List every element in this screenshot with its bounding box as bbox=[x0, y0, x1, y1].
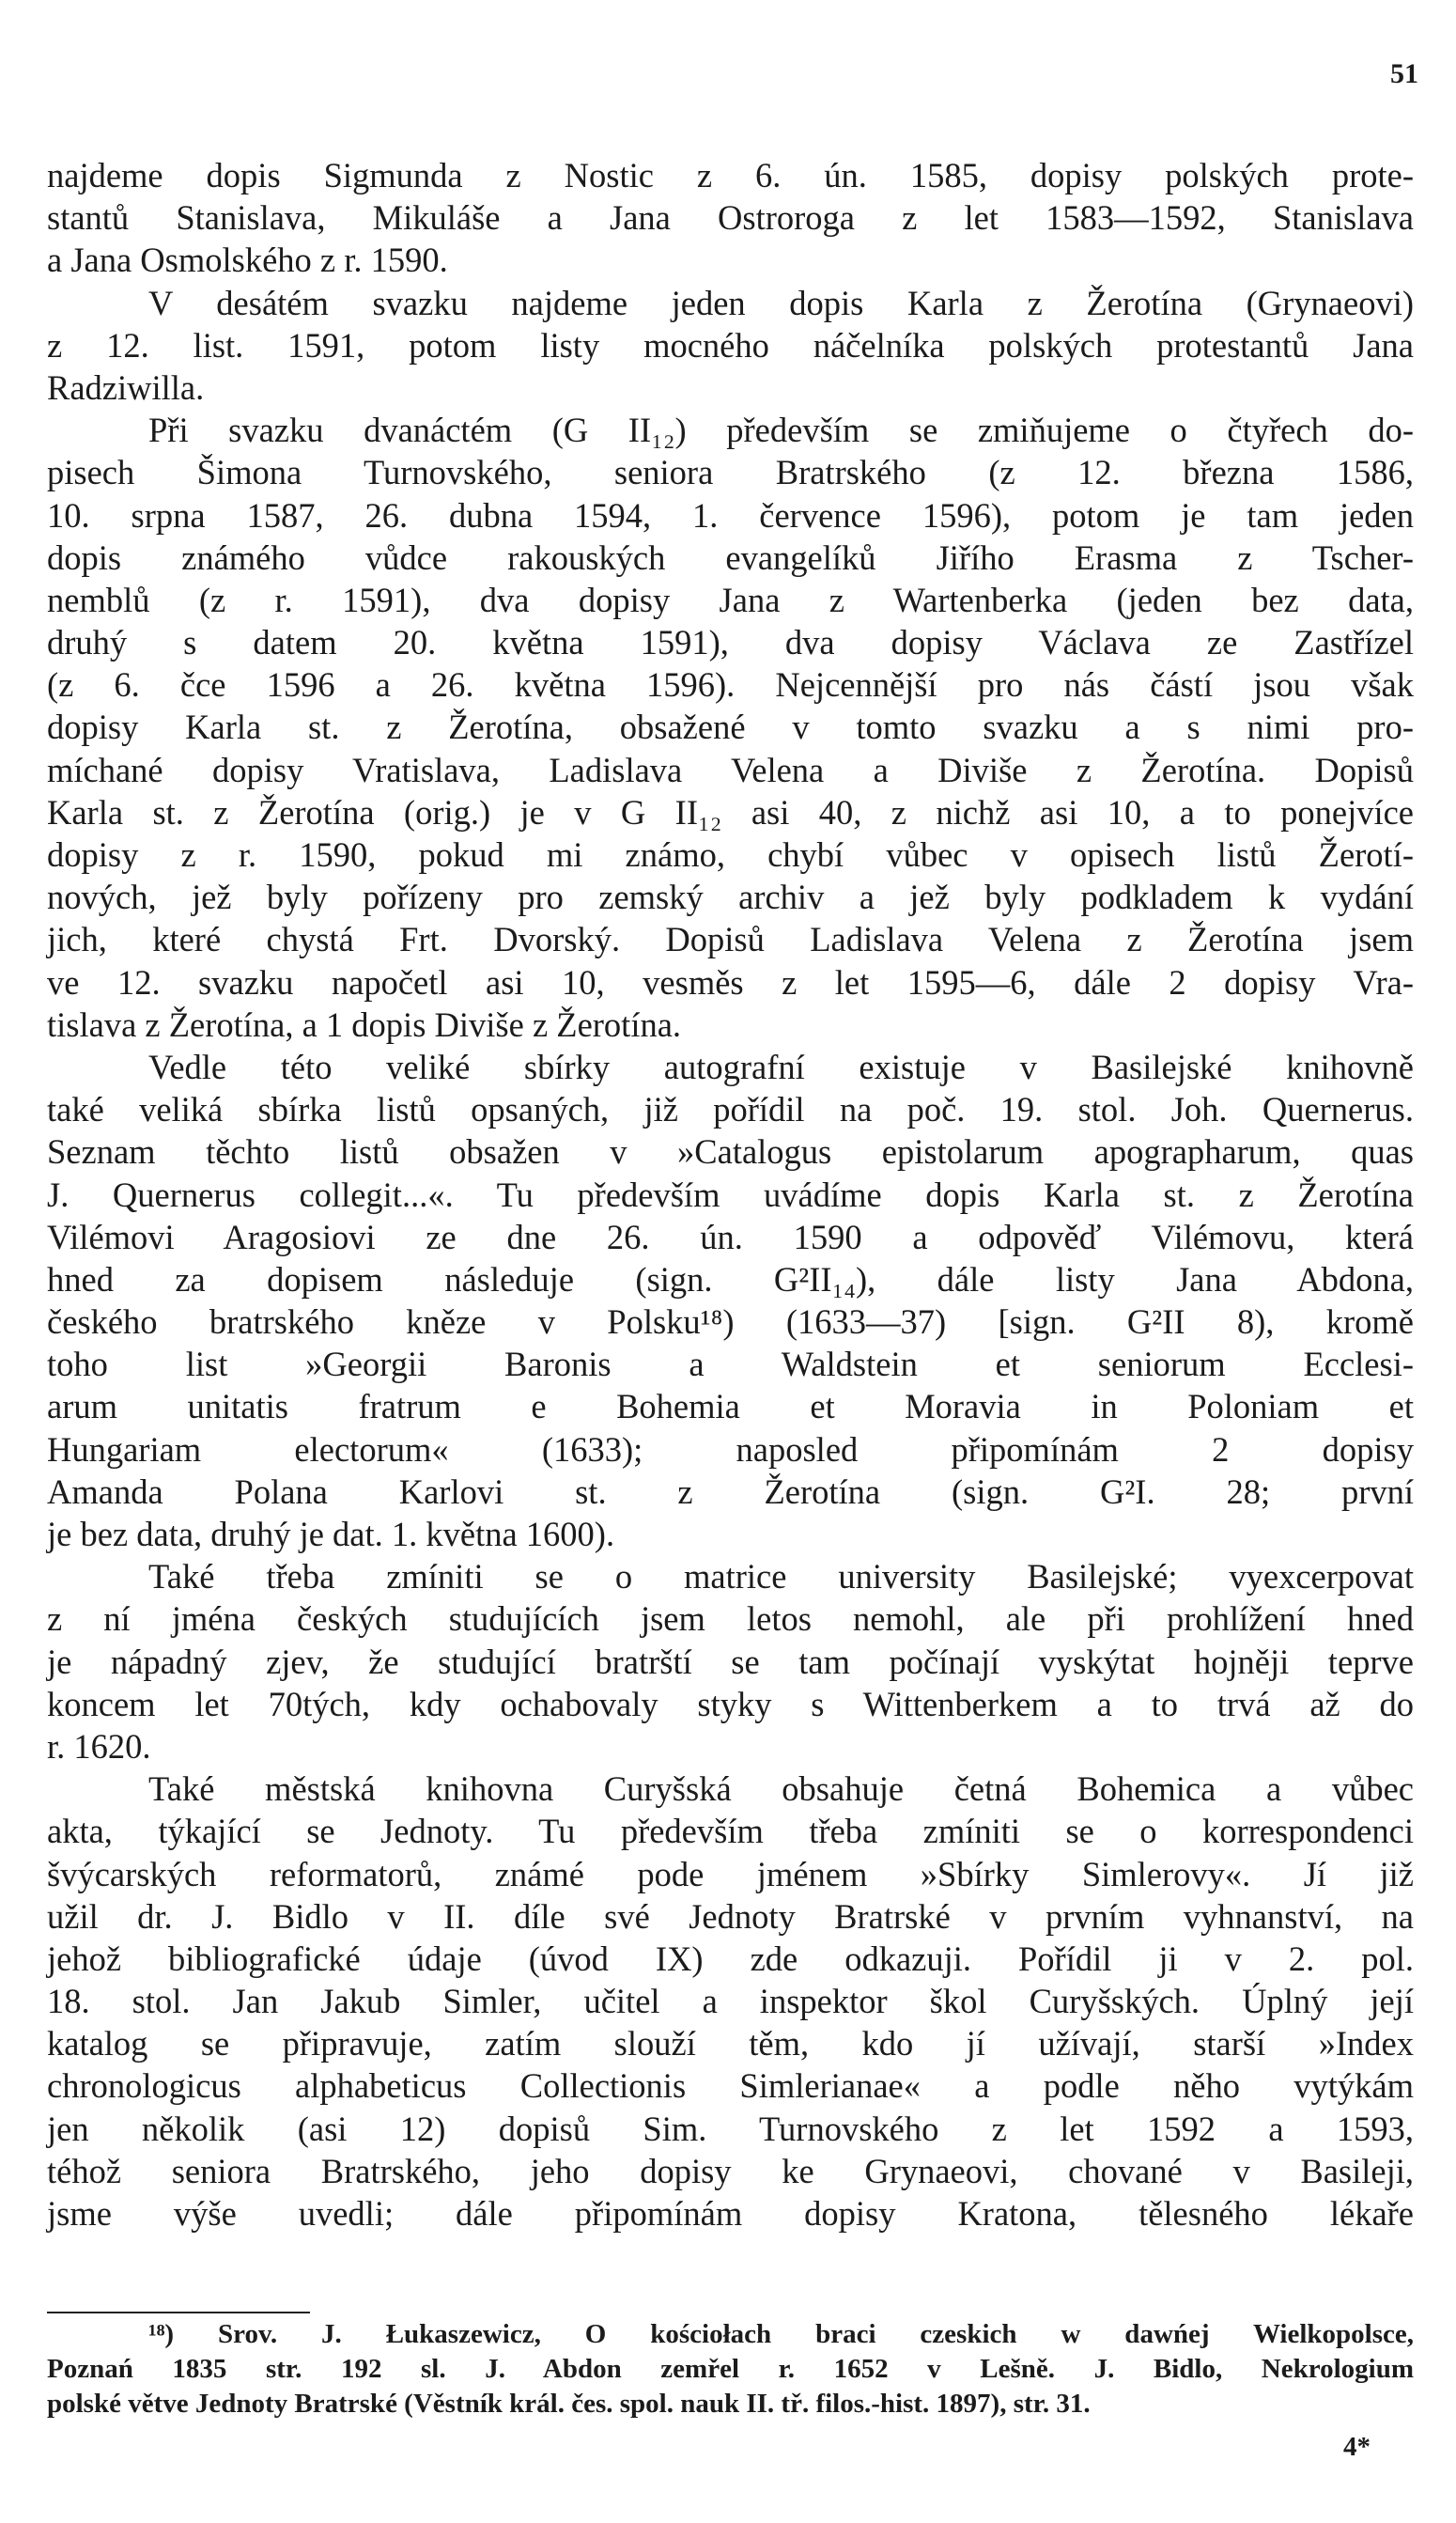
text-line: jehož bibliografické údaje (úvod IX) zde odkazuji. Pořídil ji v 2. pol. bbox=[47, 1939, 1414, 1978]
body-text bbox=[47, 154, 1414, 2235]
text-line: také veliká sbírka listů opsaných, již pořídil na poč. 19. stol. Joh. Quernerus. bbox=[47, 1090, 1414, 1129]
text-line: z 12. list. 1591, potom listy mocného náčelníka polských protestantů Jana bbox=[47, 325, 1414, 365]
text-line: Amanda Polana Karlovi st. z Žerotína (sign. G²I. 28; první bbox=[47, 1472, 1414, 1511]
text-line: katalog se připravuje, zatím slouží těm, kdo jí užívají, starší »Index bbox=[47, 2024, 1414, 2064]
signature-mark: 4* bbox=[1343, 2432, 1371, 2462]
footnote-line: ¹⁸) Srov. J. Łukaszewicz, O kościołach braci czeskich w dawńej Wielkopolsce, bbox=[148, 2319, 1414, 2349]
footnotes bbox=[47, 2317, 1414, 2422]
text-line: 18. stol. Jan Jakub Simler, učitel a inspektor škol Curyšských. Úplný její bbox=[47, 1982, 1414, 2021]
text-line: najdeme dopis Sigmunda z Nostic z 6. ún. 1585, dopisy polských prote- bbox=[47, 156, 1414, 195]
text-line: českého bratrského kněze v Polsku¹⁸) (1633—37) [sign. G²II 8), kromě bbox=[47, 1302, 1414, 1342]
text-line: Karla st. z Žerotína (orig.) je v G II₁₂ asi 40, z nichž asi 10, a to ponejvíce bbox=[47, 792, 1414, 832]
footnote-divider bbox=[47, 2312, 310, 2313]
text-line: Také třeba zmíniti se o matrice university Basilejské; vyexcerpovat bbox=[148, 1557, 1414, 1596]
text-line: Vilémovi Aragosiovi ze dne 26. ún. 1590 a odpověď Vilémovu, která bbox=[47, 1217, 1414, 1256]
text-line: nových, jež byly pořízeny pro zemský archiv a jež byly podkladem k vydání bbox=[47, 878, 1414, 917]
text-line: hned za dopisem následuje (sign. G²II₁₄), dále listy Jana Abdona, bbox=[47, 1259, 1414, 1299]
text-line: arum unitatis fratrum e Bohemia et Moravia in Poloniam et bbox=[47, 1387, 1414, 1426]
text-line: užil dr. J. Bidlo v II. díle své Jednoty Bratrské v prvním vyhnanství, na bbox=[47, 1896, 1414, 1936]
text-line: z ní jména českých studujících jsem letos nemohl, ale při prohlížení hned bbox=[47, 1599, 1414, 1639]
text-line: pisech Šimona Turnovského, seniora Bratrského (z 12. března 1586, bbox=[47, 453, 1414, 492]
text-line: r. 1620. bbox=[47, 1726, 151, 1766]
text-line: Radziwilla. bbox=[47, 367, 205, 407]
text-line: J. Quernerus collegit...«. Tu především uvádíme dopis Karla st. z Žerotína bbox=[47, 1175, 1414, 1214]
text-line: (z 6. čce 1596 a 26. května 1596). Nejcennější pro nás částí jsou však bbox=[47, 665, 1414, 705]
text-line: V desátém svazku najdeme jeden dopis Karla z Žerotína (Grynaeovi) bbox=[148, 283, 1414, 322]
text-line: Vedle této veliké sbírky autografní existuje v Basilejské knihovně bbox=[148, 1047, 1414, 1086]
text-line: Při svazku dvanáctém (G II₁₂) především se zmiňujeme o čtyřech do- bbox=[148, 411, 1414, 450]
text-line: 10. srpna 1587, 26. dubna 1594, 1. července 1596), potom je tam jeden bbox=[47, 495, 1414, 535]
text-line: ve 12. svazku napočetl asi 10, vesměs z let 1595—6, dále 2 dopisy Vra- bbox=[47, 962, 1414, 1002]
footnote-line: polské větve Jednoty Bratrské (Věstník král. čes. spol. nauk II. tř. filos.-hist. 1897), str. 31. bbox=[47, 2389, 1091, 2419]
text-line: dopisy z r. 1590, pokud mi známo, chybí vůbec v opisech listů Žerotí- bbox=[47, 835, 1414, 874]
page-number: 51 bbox=[1390, 58, 1418, 89]
footnote-line: Poznań 1835 str. 192 sl. J. Abdon zemřel r. 1652 v Lešně. J. Bidlo, Nekrologium bbox=[47, 2354, 1414, 2384]
text-line: Také městská knihovna Curyšská obsahuje četná Bohemica a vůbec bbox=[148, 1769, 1414, 1809]
text-line: tislava z Žerotína, a 1 dopis Diviše z Žerotína. bbox=[47, 1005, 682, 1044]
text-line: nemblů (z r. 1591), dva dopisy Jana z Wartenberka (jeden bez data, bbox=[47, 580, 1414, 619]
text-line: dopisy Karla st. z Žerotína, obsažené v tomto svazku a s nimi pro- bbox=[47, 708, 1414, 747]
text-line: jen několik (asi 12) dopisů Sim. Turnovského z let 1592 a 1593, bbox=[47, 2109, 1414, 2148]
text-line: akta, týkající se Jednoty. Tu především třeba zmíniti se o korrespondenci bbox=[47, 1812, 1414, 1851]
text-line: jsme výše uvedli; dále připomínám dopisy Kratona, tělesného lékaře bbox=[47, 2194, 1414, 2233]
text-line: míchané dopisy Vratislava, Ladislava Velena a Diviše z Žerotína. Dopisů bbox=[47, 750, 1414, 789]
text-line: jich, které chystá Frt. Dvorský. Dopisů Ladislava Velena z Žerotína jsem bbox=[47, 920, 1414, 959]
text-line: švýcarských reformatorů, známé pode jménem »Sbírky Simlerovy«. Jí již bbox=[47, 1854, 1414, 1893]
text-line: je bez data, druhý je dat. 1. května 1600). bbox=[47, 1515, 615, 1553]
text-line: toho list »Georgii Baronis a Waldstein et seniorum Ecclesi- bbox=[47, 1345, 1414, 1384]
text-line: Hungariam electorum« (1633); naposled připomínám 2 dopisy bbox=[47, 1429, 1414, 1469]
text-line: druhý s datem 20. května 1591), dva dopisy Václava ze Zastřízel bbox=[47, 623, 1414, 662]
text-line: je nápadný zjev, že studující bratrští se tam počínají vyskýtat hojněji teprve bbox=[47, 1642, 1414, 1681]
text-line: dopis známého vůdce rakouských evangelíků Jiřího Erasma z Tscher- bbox=[47, 537, 1414, 577]
text-line: koncem let 70tých, kdy ochabovaly styky s Wittenberkem a to trvá až do bbox=[47, 1684, 1414, 1723]
text-line: téhož seniora Bratrského, jeho dopisy ke Grynaeovi, chované v Basileji, bbox=[47, 2151, 1414, 2190]
text-line: Seznam těchto listů obsažen v »Catalogus epistolarum apographarum, quas bbox=[47, 1132, 1414, 1172]
text-line: chronologicus alphabeticus Collectionis Simlerianae« a podle něho vytýkám bbox=[47, 2066, 1414, 2106]
text-line: stantů Stanislava, Mikuláše a Jana Ostroroga z let 1583—1592, Stanislava bbox=[47, 198, 1414, 238]
text-line: a Jana Osmolského z r. 1590. bbox=[47, 241, 448, 280]
